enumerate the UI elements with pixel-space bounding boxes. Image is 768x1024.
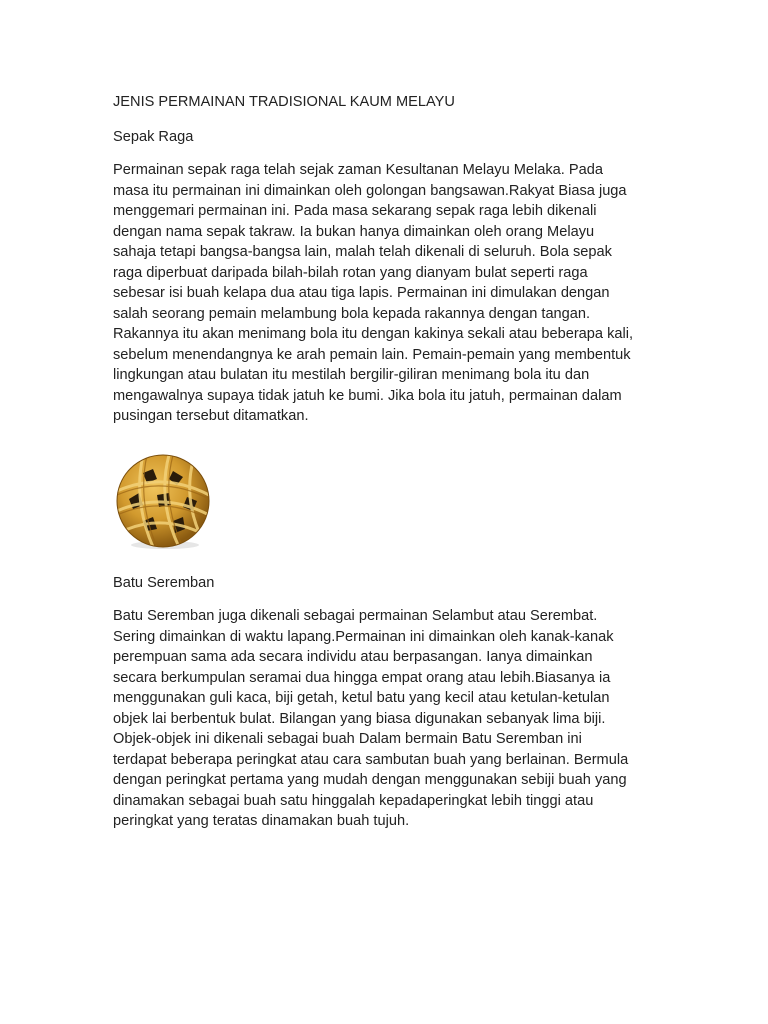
text-line: sebelum menendangnya ke arah pemain lain. Pemain-pemain yang membentuk (113, 346, 631, 363)
text-line: lingkungan atau bulatan itu mestilah bergilir-giliran menimang bola itu dan (113, 367, 590, 383)
text-line: Batu Seremban juga dikenali sebagai permainan Selambut atau Serembat. (113, 608, 598, 624)
rattan-ball-icon (113, 451, 213, 551)
document-content (113, 92, 658, 832)
text-line: objek lai berbentuk bulat. Bilangan yang biasa digunakan sebanyak lima biji. (113, 710, 606, 727)
text-line: masa itu permainan ini dimainkan oleh golongan bangsawan.Rakyat Biasa juga (113, 182, 627, 199)
paragraph-batu-seremban (113, 606, 658, 832)
text-line: mengawalnya supaya tidak jatuh ke bumi. Jika bola itu jatuh, permainan dalam (113, 387, 622, 404)
text-line: menggunakan guli kaca, biji getah, ketul batu yang kecil atau ketulan-ketulan (113, 690, 610, 706)
text-line: sahaja tetapi bangsa-bangsa lain, malah telah dikenali di seluruh. Bola sepak (113, 244, 612, 260)
text-line: Rakannya itu akan menimang bola itu dengan kakinya sekali atau beberapa kali, (113, 326, 634, 342)
text-line: pusingan tersebut ditamatkan. (113, 408, 309, 424)
text-line: dengan nama sepak takraw. Ia bukan hanya dimainkan oleh orang Melayu (113, 223, 595, 240)
text-line: salah seorang pemain melambung bola kepada rakannya dengan tangan. (113, 305, 591, 322)
text-line: peringkat yang teratas dinamakan buah tujuh. (113, 813, 410, 829)
document-title: JENIS PERMAINAN TRADISIONAL KAUM MELAYU (113, 94, 455, 110)
paragraph-sepak-raga (113, 160, 658, 427)
text-line: perempuan sama ada secara individu atau berpasangan. Ianya dimainkan (113, 649, 593, 665)
sepak-raga-ball-image (113, 451, 213, 551)
text-line: Permainan sepak raga telah sejak zaman Kesultanan Melayu Melaka. Pada (113, 162, 603, 178)
text-line: dinamakan sebagai buah satu hinggalah kepadaperingkat lebih tinggi atau (113, 792, 594, 809)
text-line: Sering dimainkan di waktu lapang.Permainan ini dimainkan oleh kanak-kanak (113, 628, 614, 645)
section-heading-batu-seremban: Batu Seremban (113, 574, 215, 591)
section-heading-sepak-raga: Sepak Raga (113, 128, 194, 145)
text-line: menggemari permainan ini. Pada masa sekarang sepak raga lebih dikenali (113, 203, 597, 219)
text-line: raga diperbuat daripada bilah-bilah rotan yang dianyam bulat seperti raga (113, 264, 588, 281)
text-line: dengan peringkat pertama yang mudah dengan menggunakan sebiji buah yang (113, 772, 627, 788)
text-line: sebesar isi buah kelapa dua atau tiga lapis. Permainan ini dimulakan dengan (113, 285, 610, 301)
text-line: Objek-objek ini dikenali sebagai buah Dalam bermain Batu Seremban ini (113, 731, 582, 747)
text-line: secara berkumpulan seramai dua hingga empat orang atau lebih.Biasanya ia (113, 669, 611, 686)
text-line: terdapat beberapa peringkat atau cara sambutan buah yang berlainan. Bermula (113, 751, 629, 768)
